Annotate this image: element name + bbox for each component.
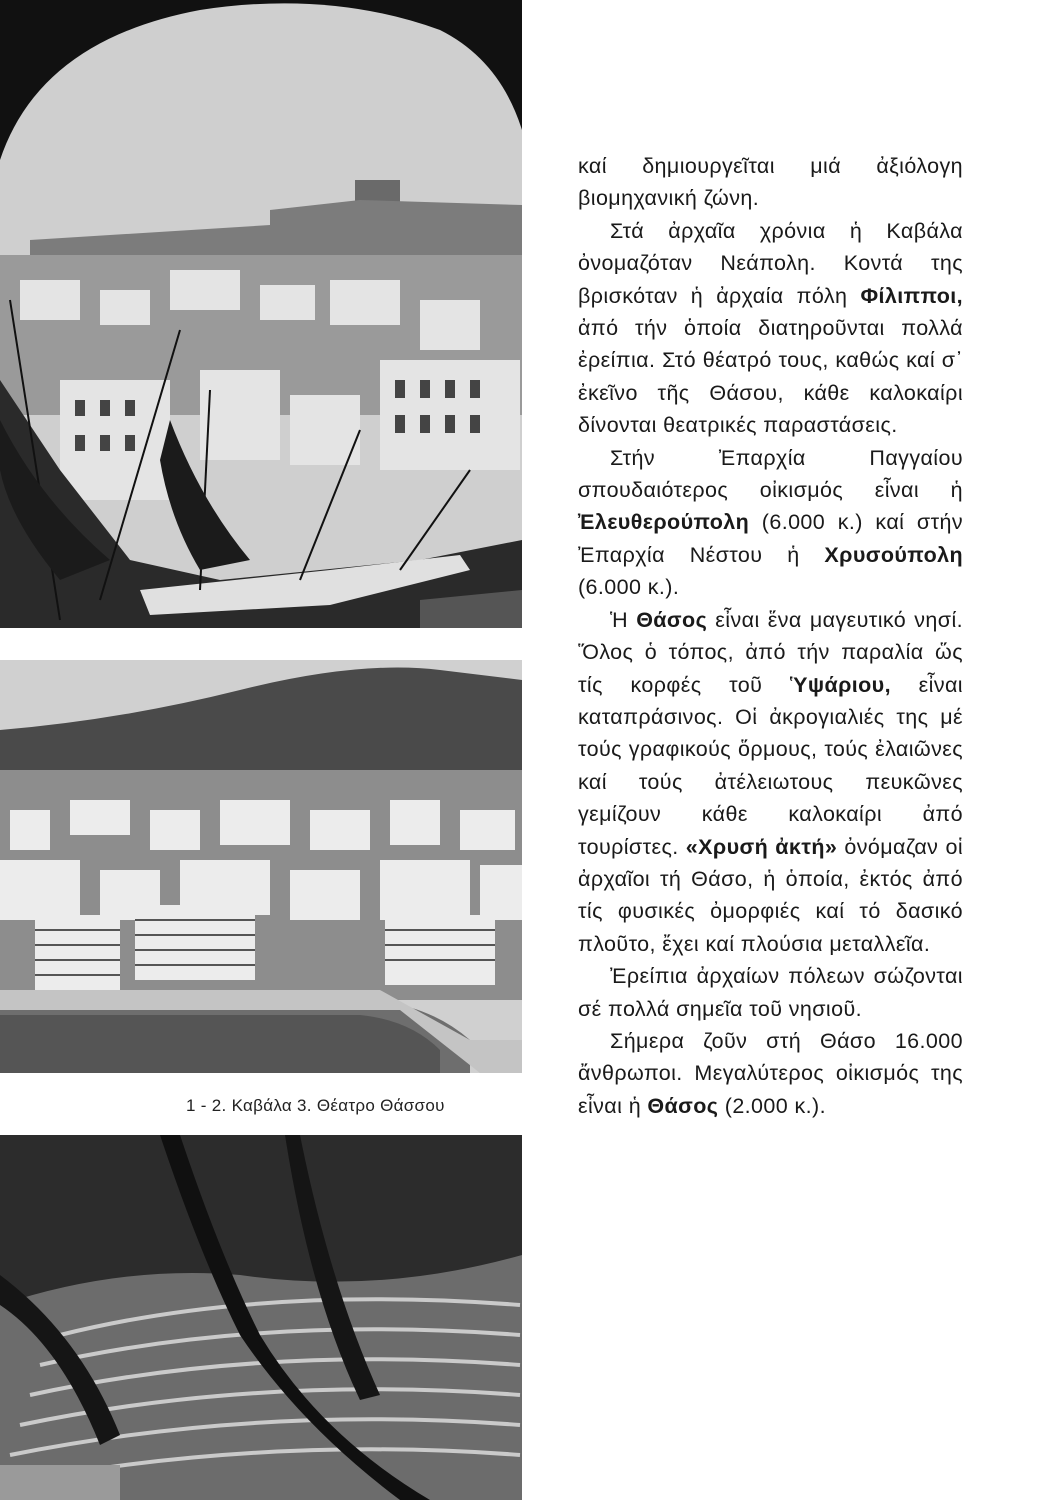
- paragraph-6-text-a: Σήμερα ζοῦν στή Θάσο 16.000 ἄνθρωποι. Μεγαλύτερος οἰκισμός της εἶναι ἡ: [578, 1028, 963, 1118]
- thasos-theatre-image: [0, 1135, 522, 1500]
- paragraph-5-text: Ἐρείπια ἀρχαίων πόλεων σώζονται σέ πολλά σημεῖα τοῦ νησιοῦ.: [578, 964, 963, 1021]
- term-eleftheroupoli: Ἐλευθερούπολη: [578, 510, 750, 535]
- kavala-harbor-photo: [0, 0, 522, 628]
- kavala-harbor-image: [0, 0, 522, 628]
- paragraph-3-text-e: (6.000 κ.).: [578, 575, 680, 600]
- paragraph-3-text-c: (6.000 κ.) καί στήν Ἐπαρχία Νέστου ἡ: [578, 510, 963, 567]
- kavala-city-photo: [0, 660, 522, 1073]
- photo-caption: 1 - 2. Καβάλα 3. Θέατρο Θάσσου: [186, 1096, 445, 1115]
- paragraph-4-text-a: Ἡ: [610, 607, 637, 632]
- paragraph-3: [578, 442, 963, 604]
- paragraph-2: [578, 215, 963, 442]
- term-ypsario: Ὑψάριου,: [789, 672, 891, 697]
- main-text-column: [578, 150, 963, 1122]
- paragraph-3-text-a: Στήν Ἐπαρχία Παγγαίου σπουδαιότερος οἰκισμός εἶναι ἡ: [578, 445, 963, 503]
- paragraph-4-text-g: ὀνόμαζαν οἱ ἀρχαῖοι τή Θάσο, ἡ ὁποία, ἐκτός ἀπό τίς φυσικές ὀμορφιές καί τό δασικό πλοῦτο, ἔχει καί πλούσια μεταλλεῖα.: [578, 834, 964, 956]
- paragraph-4-text-c: εἶναι ἕνα μαγευτικό νησί. Ὅλος ὁ τόπος, ἀπό τήν παραλία ὥς τίς κορφές τοῦ: [578, 607, 963, 697]
- term-chrysoupoli: Χρυσούπολη: [824, 542, 963, 567]
- term-thasos: Θάσος: [636, 607, 708, 632]
- paragraph-5: [578, 960, 963, 1025]
- paragraph-1-text: καί δημιουργεῖται μιά ἀξιόλογη βιομηχανική ζώνη.: [578, 154, 963, 211]
- paragraph-2-text-c: ἀπό τήν ὁποία διατηροῦνται πολλά ἐρείπια. Στό θέατρό τους, καθώς καί σ᾽ ἐκεῖνο τῆς Θάσου, κάθε καλοκαίρι δίνονται θεατρικές παραστάσεις.: [578, 316, 963, 438]
- term-chrysi-akti: «Χρυσή ἀκτή»: [685, 834, 838, 859]
- paragraph-4: [578, 604, 963, 960]
- paragraph-1: [578, 150, 963, 215]
- term-filippoi: Φίλιπποι,: [860, 283, 963, 308]
- kavala-city-image: [0, 660, 522, 1073]
- paragraph-2-text-a: Στά ἀρχαῖα χρόνια ἡ Καβάλα ὀνομαζόταν Νεάπολη. Κοντά της βρισκόταν ἡ ἀρχαία πόλη: [578, 218, 963, 308]
- paragraph-4-text-e: εἶναι καταπράσινος. Οἱ ἀκρογιαλιές της μέ τούς γραφικούς ὅρμους, τούς ἐλαιῶνες καί τούς ἀτέλειωτους πευκῶνες γεμίζουν κάθε καλοκαίρι ἀπό τουρίστες.: [578, 672, 963, 859]
- term-thasos-town: Θάσος: [647, 1093, 719, 1118]
- thasos-theatre-photo: [0, 1135, 522, 1500]
- paragraph-6: [578, 1025, 963, 1122]
- paragraph-6-text-c: (2.000 κ.).: [718, 1093, 826, 1118]
